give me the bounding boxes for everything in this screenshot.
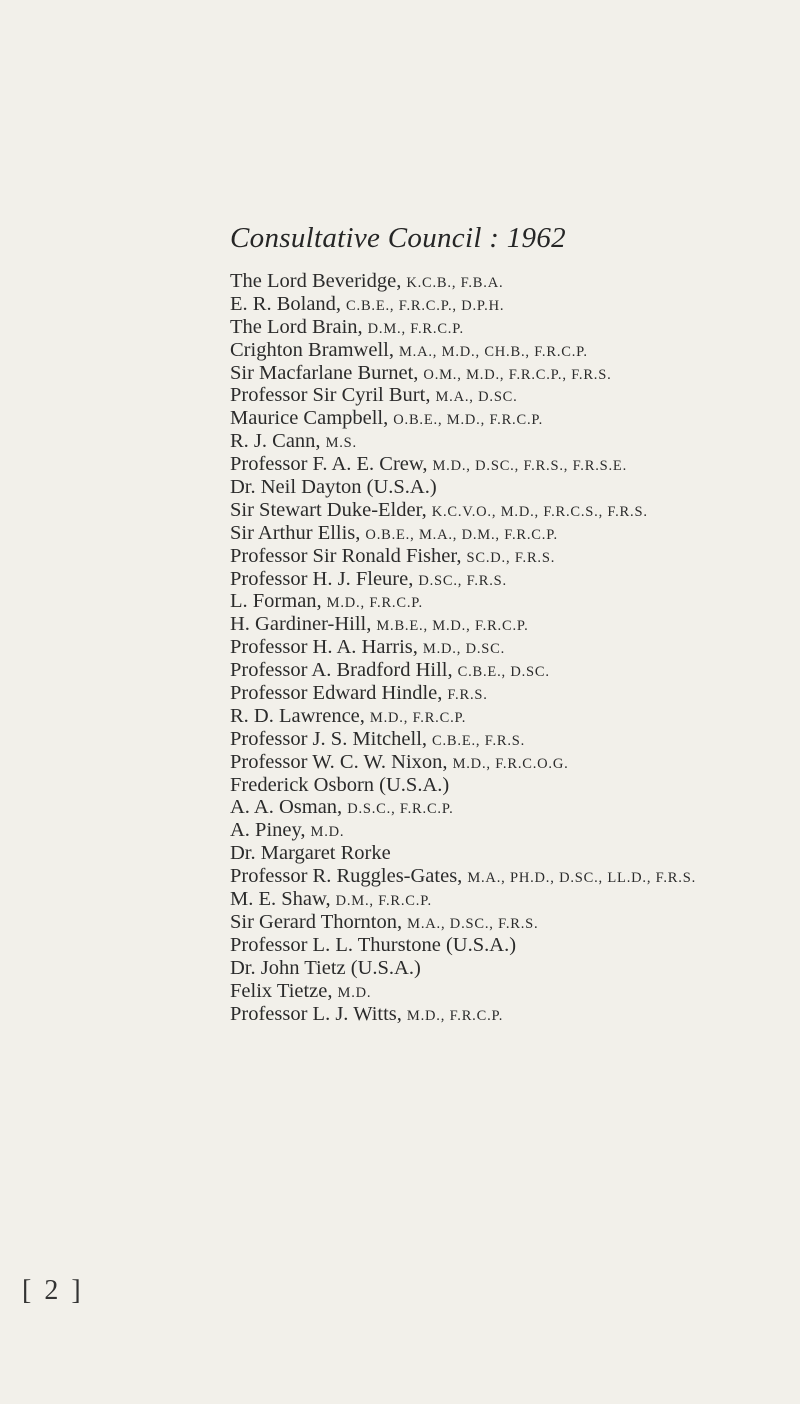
list-item xyxy=(230,934,800,957)
member-name: A. A. Osman, xyxy=(230,796,343,819)
member-qualifications: F.R.S. xyxy=(447,687,488,704)
list-item xyxy=(230,270,800,293)
list-item xyxy=(230,819,800,842)
list-item xyxy=(230,522,800,545)
list-item xyxy=(230,568,800,591)
member-qualifications: O.B.E., M.D., F.R.C.P. xyxy=(393,412,544,429)
member-qualifications: SC.D., F.R.S. xyxy=(466,549,556,566)
member-qualifications: M.D., F.R.C.P. xyxy=(326,595,423,612)
council-member-list xyxy=(230,270,800,1025)
member-name: Professor L. J. Witts, xyxy=(230,1002,402,1025)
member-qualifications: M.A., D.SC., F.R.S. xyxy=(407,915,539,932)
member-name: Professor J. S. Mitchell, xyxy=(230,727,428,750)
member-name: E. R. Boland, xyxy=(230,292,342,315)
member-qualifications: C.B.E., F.R.S. xyxy=(432,732,526,749)
list-item xyxy=(230,888,800,911)
member-name: Sir Arthur Ellis, xyxy=(230,521,361,544)
list-item xyxy=(230,384,800,407)
member-name: L. Forman, xyxy=(230,590,322,613)
member-qualifications: M.D., F.R.C.P. xyxy=(406,1007,504,1024)
list-item xyxy=(230,682,800,705)
member-name: Professor Sir Ronald Fisher, xyxy=(230,544,462,567)
list-item xyxy=(230,728,800,751)
member-name: Frederick Osborn (U.S.A.) xyxy=(230,773,450,796)
member-name: Professor Edward Hindle, xyxy=(230,682,443,705)
member-name: Felix Tietze, xyxy=(230,979,333,1002)
member-name: R. D. Lawrence, xyxy=(230,704,365,727)
list-item xyxy=(230,499,800,522)
list-item xyxy=(230,705,800,728)
member-name: Dr. John Tietz (U.S.A.) xyxy=(230,956,421,979)
list-item xyxy=(230,842,800,865)
member-qualifications: D.M., F.R.C.P. xyxy=(367,320,464,337)
member-qualifications: K.C.V.O., M.D., F.R.C.S., F.R.S. xyxy=(431,503,648,520)
member-qualifications: M.D., F.R.C.P. xyxy=(369,709,467,726)
list-item xyxy=(230,1003,800,1026)
member-name: Dr. Margaret Rorke xyxy=(230,842,391,865)
member-qualifications: D.S.C., F.R.C.P. xyxy=(347,801,454,818)
member-name: Professor Sir Cyril Burt, xyxy=(230,384,431,407)
list-item xyxy=(230,362,800,385)
member-qualifications: M.A., PH.D., D.SC., LL.D., F.R.S. xyxy=(467,870,696,887)
list-item xyxy=(230,590,800,613)
member-qualifications: C.B.E., F.R.C.P., D.P.H. xyxy=(346,297,505,314)
member-name: H. Gardiner-Hill, xyxy=(230,613,372,636)
page-title: Consultative Council : 1962 xyxy=(230,222,566,254)
list-item xyxy=(230,453,800,476)
member-name: The Lord Brain, xyxy=(230,315,363,338)
list-item xyxy=(230,545,800,568)
member-qualifications: M.D. xyxy=(310,824,345,841)
list-item xyxy=(230,751,800,774)
list-item xyxy=(230,407,800,430)
member-qualifications: M.A., M.D., CH.B., F.R.C.P. xyxy=(398,343,588,360)
member-name: Professor L. L. Thurstone (U.S.A.) xyxy=(230,933,517,956)
member-qualifications: M.D., D.SC. xyxy=(422,641,506,658)
list-item xyxy=(230,796,800,819)
member-qualifications: M.D., F.R.C.O.G. xyxy=(452,755,569,772)
list-item xyxy=(230,316,800,339)
list-item xyxy=(230,659,800,682)
list-item xyxy=(230,774,800,797)
list-item xyxy=(230,957,800,980)
member-qualifications: M.A., D.SC. xyxy=(435,389,518,406)
member-name: Professor H. A. Harris, xyxy=(230,636,418,659)
member-name: Professor A. Bradford Hill, xyxy=(230,659,453,682)
member-qualifications: O.M., M.D., F.R.C.P., F.R.S. xyxy=(423,366,612,383)
list-item xyxy=(230,430,800,453)
list-item xyxy=(230,980,800,1003)
member-name: Crighton Bramwell, xyxy=(230,338,394,361)
list-item xyxy=(230,865,800,888)
list-item xyxy=(230,476,800,499)
member-name: Professor W. C. W. Nixon, xyxy=(230,750,448,773)
member-name: Professor F. A. E. Crew, xyxy=(230,453,428,476)
member-name: A. Piney, xyxy=(230,819,306,842)
list-item xyxy=(230,911,800,934)
list-item xyxy=(230,636,800,659)
member-qualifications: M.S. xyxy=(325,435,357,452)
member-name: M. E. Shaw, xyxy=(230,888,331,911)
member-qualifications: M.B.E., M.D., F.R.C.P. xyxy=(376,618,529,635)
member-name: R. J. Cann, xyxy=(230,430,321,453)
list-item xyxy=(230,613,800,636)
member-qualifications: K.C.B., F.B.A. xyxy=(406,275,504,291)
list-item xyxy=(230,293,800,316)
page-number: [ 2 ] xyxy=(22,1275,84,1306)
list-item xyxy=(230,339,800,362)
member-qualifications: M.D., D.SC., F.R.S., F.R.S.E. xyxy=(432,458,627,475)
member-name: Professor R. Ruggles-Gates, xyxy=(230,865,463,888)
member-qualifications: D.SC., F.R.S. xyxy=(418,572,507,589)
member-qualifications: D.M., F.R.C.P. xyxy=(335,893,432,910)
member-qualifications: M.D. xyxy=(337,984,372,1001)
member-name: Dr. Neil Dayton (U.S.A.) xyxy=(230,476,437,499)
member-qualifications: O.B.E., M.A., D.M., F.R.C.P. xyxy=(365,526,558,543)
member-name: Sir Stewart Duke-Elder, xyxy=(230,498,427,521)
member-name: The Lord Beveridge, xyxy=(230,270,402,292)
member-name: Maurice Campbell, xyxy=(230,407,389,430)
member-name: Sir Gerard Thornton, xyxy=(230,910,403,933)
member-qualifications: C.B.E., D.SC. xyxy=(457,664,550,681)
member-name: Professor H. J. Fleure, xyxy=(230,567,414,590)
member-name: Sir Macfarlane Burnet, xyxy=(230,361,419,384)
